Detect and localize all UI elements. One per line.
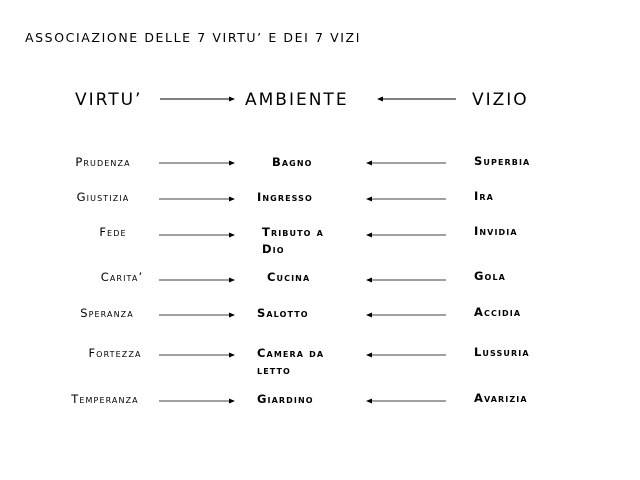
vice-label: Ira: [474, 189, 494, 203]
vice-label: Superbia: [474, 154, 531, 168]
environment-label: Camera da letto: [257, 346, 325, 377]
vice-label: Avarizia: [474, 391, 528, 405]
environment-label: Ingresso: [257, 190, 313, 204]
virtue-label: Prudenza: [75, 155, 131, 169]
vice-label: Accidia: [474, 305, 522, 319]
virtue-label: Carita’: [100, 270, 144, 284]
diagram-title: ASSOCIAZIONE DELLE 7 VIRTU’ E DEI 7 VIZI: [25, 30, 361, 45]
header-environment: AMBIENTE: [245, 90, 349, 110]
environment-label: Salotto: [257, 306, 309, 320]
virtue-label: Giustizia: [76, 190, 130, 204]
virtue-label: Speranza: [80, 306, 134, 320]
vice-label: Gola: [474, 269, 506, 283]
environment-label: Bagno: [272, 155, 313, 169]
vice-label: Invidia: [474, 224, 518, 238]
virtue-label: Fede: [99, 225, 127, 239]
environment-label: Cucina: [267, 270, 311, 284]
header-virtue: VIRTU’: [75, 90, 143, 110]
virtue-label: Temperanza: [71, 392, 139, 406]
virtue-label: Fortezza: [88, 346, 142, 360]
environment-label: Giardino: [257, 392, 314, 406]
vice-label: Lussuria: [474, 345, 530, 359]
header-vice: VIZIO: [472, 90, 529, 110]
environment-label: Tributo a Dio: [262, 225, 324, 256]
